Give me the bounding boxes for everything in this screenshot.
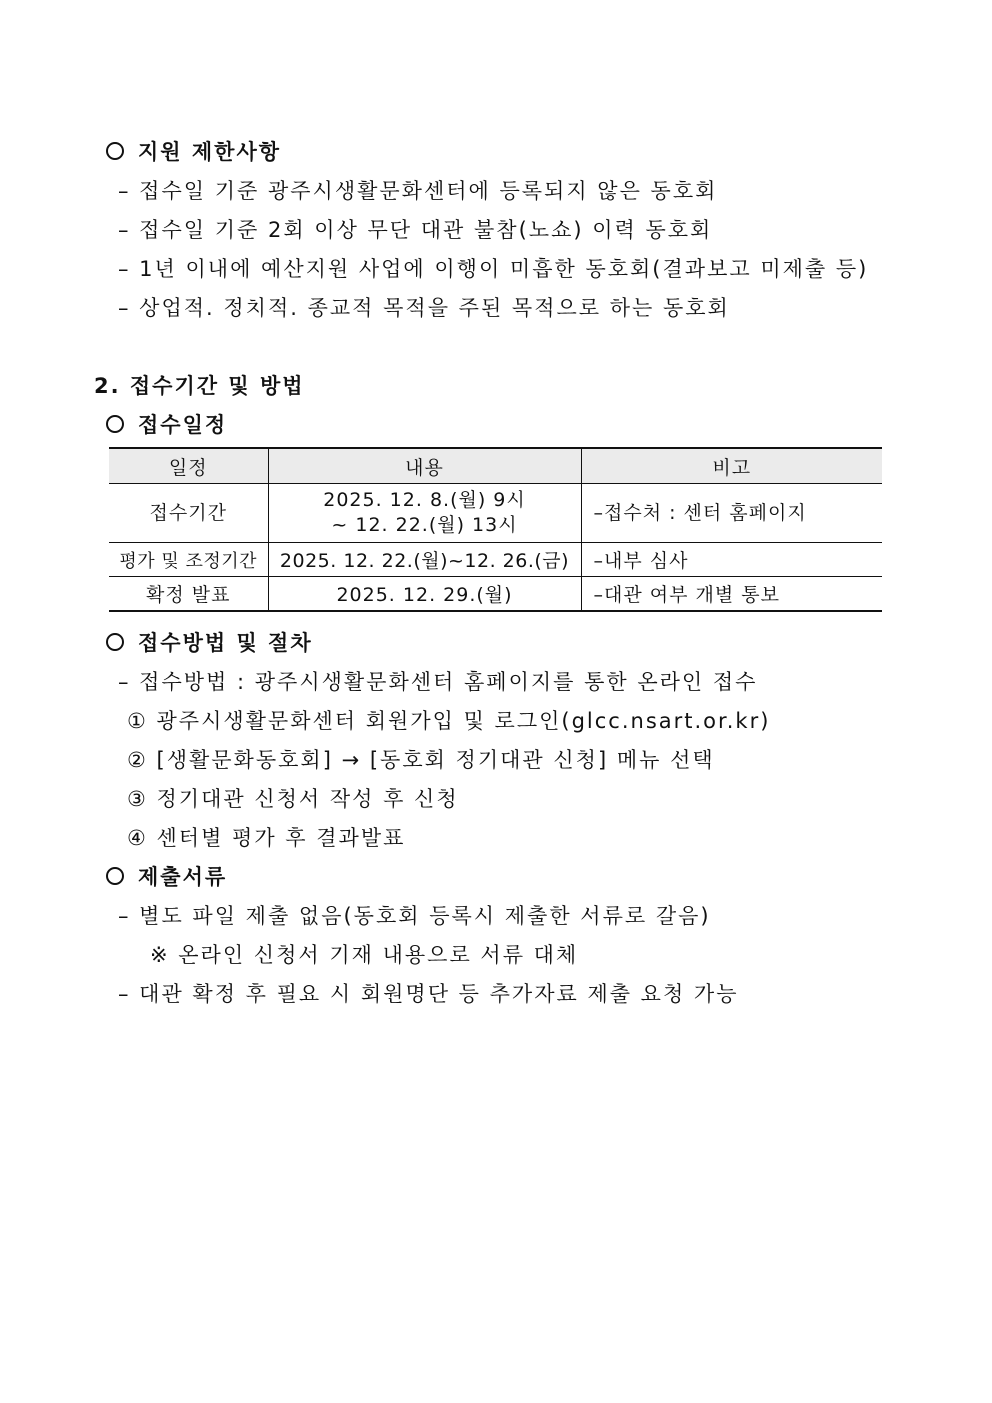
table-row [109,543,882,577]
content-line: 2025. 12. 8.(월) 9시 [323,489,526,511]
documents-heading [106,863,227,891]
content-cell [268,484,581,543]
table-row [109,577,882,612]
method-item: – 접수방법 : 광주시생활문화센터 홈페이지를 통한 온라인 접수 [118,670,758,694]
method-title: 접수방법 및 절차 [138,631,313,655]
note-cell: –대관 여부 개별 통보 [581,577,882,612]
documents-note: ※ 온라인 신청서 기재 내용으로 서류 대체 [150,943,579,967]
table-header: 일정 [109,448,268,484]
section-title: 2. 접수기간 및 방법 [94,374,305,398]
schedule-title: 접수일정 [138,413,228,437]
schedule-cell: 확정 발표 [109,577,268,612]
restriction-item: – 1년 이내에 예산지원 사업에 이행이 미흡한 동호회(결과보고 미제출 등) [118,257,869,281]
note-cell: –접수처 : 센터 홈페이지 [581,484,882,543]
schedule-cell: 접수기간 [109,484,268,543]
documents-title: 제출서류 [138,865,228,889]
note-cell: –내부 심사 [581,543,882,577]
restrictions-title: 지원 제한사항 [138,140,282,164]
table-header: 내용 [268,448,581,484]
documents-item: – 대관 확정 후 필요 시 회원명단 등 추가자료 제출 요청 가능 [118,982,739,1006]
schedule-cell: 평가 및 조정기간 [109,543,268,577]
content-line: ~ 12. 22.(월) 13시 [331,514,518,536]
method-step: ② [생활문화동호회] → [동호회 정기대관 신청] 메뉴 선택 [127,748,715,772]
method-step: ④ 센터별 평가 후 결과발표 [127,826,406,850]
method-step: ③ 정기대관 신청서 작성 후 신청 [127,787,459,811]
method-step: ① 광주시생활문화센터 회원가입 및 로그인(glcc.nsart.or.kr) [127,709,771,733]
circle-bullet-icon [106,633,124,651]
circle-bullet-icon [106,142,124,160]
restriction-item: – 상업적. 정치적. 종교적 목적을 주된 목적으로 하는 동호회 [118,296,730,320]
circle-bullet-icon [106,415,124,433]
table-header: 비고 [581,448,882,484]
content-cell: 2025. 12. 29.(월) [268,577,581,612]
restriction-item: – 접수일 기준 2회 이상 무단 대관 불참(노쇼) 이력 동호회 [118,218,713,242]
restriction-item: – 접수일 기준 광주시생활문화센터에 등록되지 않은 동호회 [118,179,718,203]
circle-bullet-icon [106,867,124,885]
table-row [109,484,882,543]
content-cell: 2025. 12. 22.(월)~12. 26.(금) [268,543,581,577]
table-header-row [109,448,882,484]
restrictions-heading [106,138,281,166]
method-heading [106,629,313,657]
schedule-table [109,447,882,612]
schedule-heading [106,411,227,439]
documents-item: – 별도 파일 제출 없음(동호회 등록시 제출한 서류로 갈음) [118,904,711,928]
